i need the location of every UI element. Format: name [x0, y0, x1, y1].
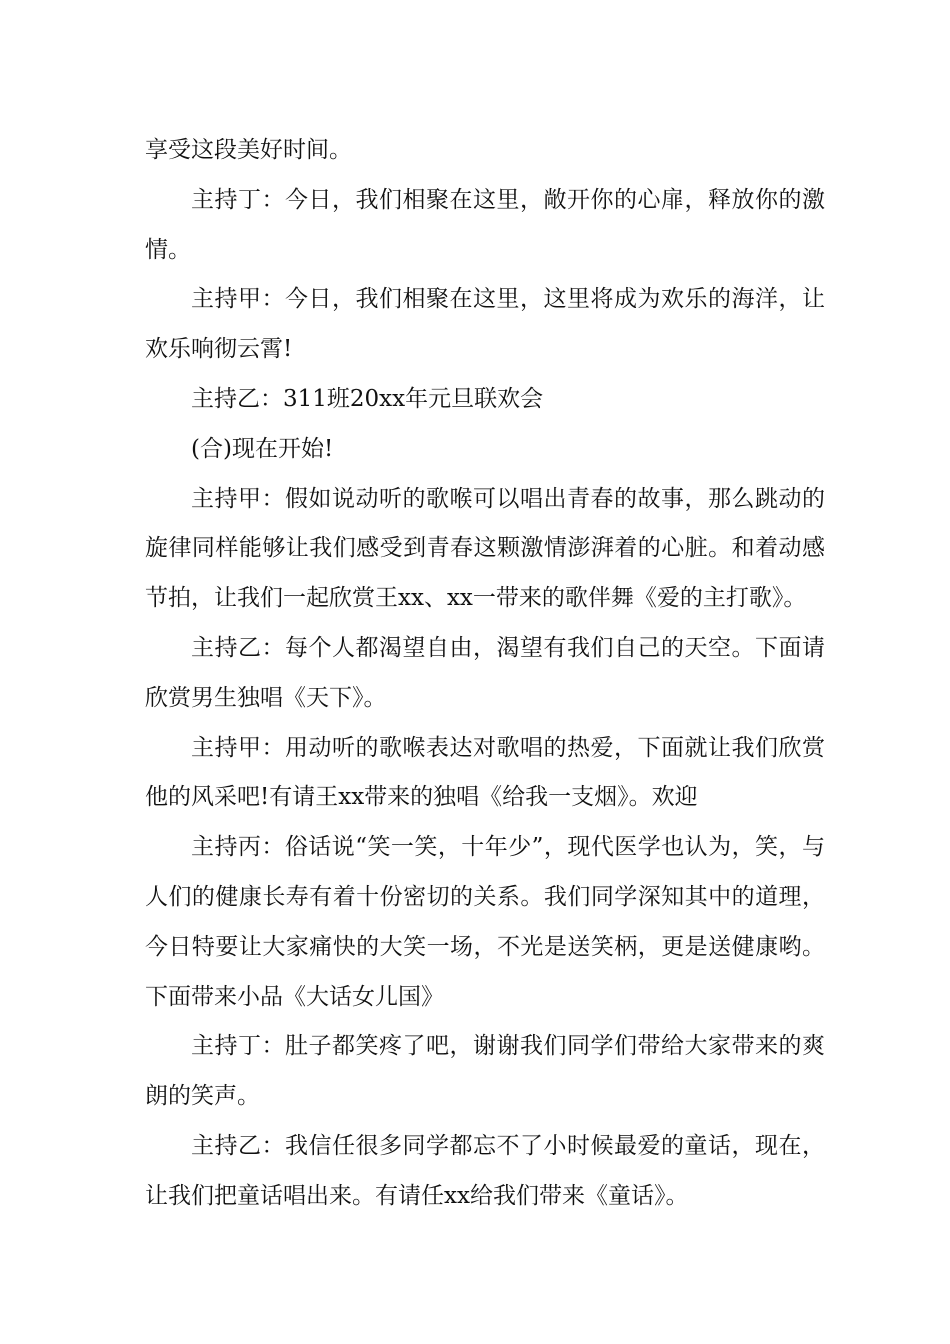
paragraph-3: 主持甲：今日，我们相聚在这里，这里将成为欢乐的海洋，让欢乐响彻云霄! — [145, 286, 825, 363]
paragraph-6: 主持甲：假如说动听的歌喉可以唱出青春的故事，那么跳动的旋律同样能够让我们感受到青春这颗激情澎湃着的心脏。和着动感节拍，让我们一起欣赏王xx、xx一带来的歌伴舞《爱的主打歌》。 — [145, 485, 825, 612]
paragraph-5: (合)现在开始! — [191, 435, 334, 462]
paragraph-4: 主持乙：311班20xx年元旦联欢会 — [191, 385, 544, 412]
document-body — [145, 126, 825, 1222]
paragraph-7: 主持乙：每个人都渴望自由，渴望有我们自己的天空。下面请欣赏男生独唱《天下》。 — [145, 634, 825, 711]
paragraph-10: 主持丁：肚子都笑疼了吧，谢谢我们同学们带给大家带来的爽朗的笑声。 — [145, 1033, 825, 1110]
paragraph-11: 主持乙：我信任很多同学都忘不了小时候最爱的童话，现在，让我们把童话唱出来。有请任xx给我们带来《童话》。 — [145, 1132, 825, 1209]
paragraph-1: 享受这段美好时间。 — [145, 137, 352, 163]
paragraph-9: 主持丙：俗话说“笑一笑，十年少”，现代医学也认为，笑，与人们的健康长寿有着十份密切的关系。我们同学深知其中的道理，今日特要让大家痛快的大笑一场，不光是送笑柄，更是送健康哟。下面带来小品《大话女儿国》 — [145, 834, 825, 1010]
paragraph-8: 主持甲：用动听的歌喉表达对歌唱的热爱，下面就让我们欣赏他的风采吧!有请王xx带来的独唱《给我一支烟》。欢迎 — [145, 734, 825, 811]
paragraph-2: 主持丁：今日，我们相聚在这里，敞开你的心扉，释放你的激情。 — [145, 186, 825, 263]
